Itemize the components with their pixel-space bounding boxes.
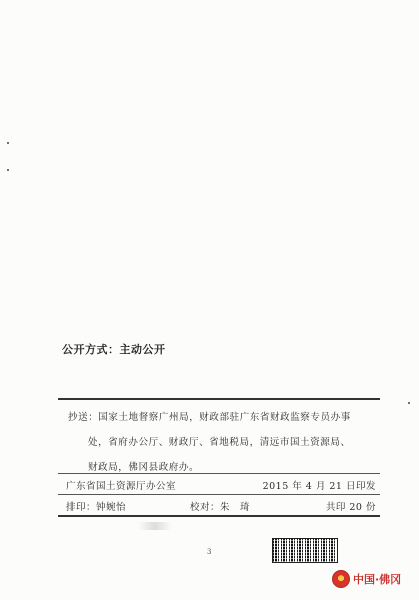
middle-rule [58, 473, 380, 474]
site-watermark [332, 570, 401, 588]
bottom-rule [58, 515, 380, 517]
scan-speck [7, 169, 9, 171]
cc-line: 处，省府办公厅、财政厅、省地税局，清远市国土资源局、 [88, 437, 351, 448]
staff-row [66, 499, 376, 513]
cc-list [68, 405, 376, 480]
page-number: 3 [207, 548, 212, 556]
barcode-icon [272, 538, 338, 563]
proofreader: 校对：朱 琦 [190, 502, 251, 513]
typesetter: 排印：钟婉怡 [66, 502, 127, 513]
row-rule [58, 494, 380, 495]
disclosure-method: 公开方式：主动公开 [62, 343, 166, 356]
issuer-name: 广东省国土资源厅办公室 [66, 481, 177, 492]
scan-speck [7, 142, 9, 144]
cc-line: 抄送：国家土地督察广州局，财政部驻广东省财政监察专员办事 [68, 412, 351, 423]
issue-date: 2015 年 4 月 21 日印发 [262, 481, 376, 492]
scan-speck [408, 402, 410, 404]
copy-count: 共印 20 份 [325, 502, 376, 513]
watermark-text: 中国·佛冈 [353, 573, 402, 586]
faint-mark [138, 522, 172, 530]
issuer-row [66, 478, 376, 492]
cc-line: 财政局，佛冈县政府办。 [88, 462, 200, 473]
emblem-icon [332, 570, 350, 588]
top-rule [58, 398, 380, 400]
